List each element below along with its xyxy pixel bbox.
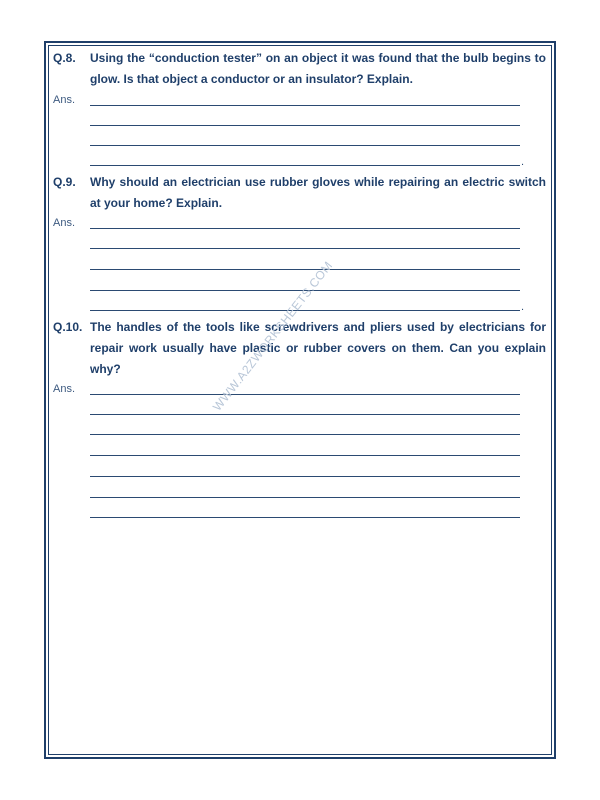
answer-line[interactable] [90, 497, 520, 498]
line-end-mark: . [521, 301, 525, 313]
answer-label: Ans. [53, 217, 76, 229]
answer-label: Ans. [53, 94, 76, 106]
line-end-mark: . [521, 156, 525, 168]
answer-line[interactable] [90, 228, 520, 229]
question-text: Using the “conduction tester” on an object it was found that the bulb begins to glow. Is that object a conductor or an insulator? Explain. [90, 51, 546, 86]
answer-line[interactable] [90, 414, 520, 415]
answer-line[interactable] [90, 434, 520, 435]
answer-line[interactable] [90, 248, 520, 249]
page-border-inner [48, 45, 552, 755]
question-text: The handles of the tools like screwdrivers and pliers used by electricians for repair work usually have plastic or rubber covers on them. Can you explain why? [90, 320, 546, 376]
question-number: Q.9. [53, 175, 76, 189]
answer-label: Ans. [53, 383, 76, 395]
question-8 [53, 48, 546, 90]
answer-line[interactable] [90, 125, 520, 126]
answer-line[interactable] [90, 269, 520, 270]
answer-line[interactable] [90, 517, 520, 518]
question-10 [53, 317, 546, 380]
answer-line[interactable] [90, 455, 520, 456]
question-number: Q.10. [53, 320, 83, 334]
answer-line[interactable] [90, 105, 520, 106]
answer-line[interactable] [90, 394, 520, 395]
answer-line[interactable] [90, 476, 520, 477]
watermark: WWW.A2ZWORKSHEETS.COM [210, 258, 336, 414]
question-9 [53, 172, 546, 214]
answer-line[interactable] [90, 145, 520, 146]
question-number: Q.8. [53, 51, 76, 65]
answer-line[interactable] [90, 310, 520, 311]
question-text: Why should an electrician use rubber gloves while repairing an electric switch at your home? Explain. [90, 175, 546, 210]
answer-line[interactable] [90, 165, 520, 166]
